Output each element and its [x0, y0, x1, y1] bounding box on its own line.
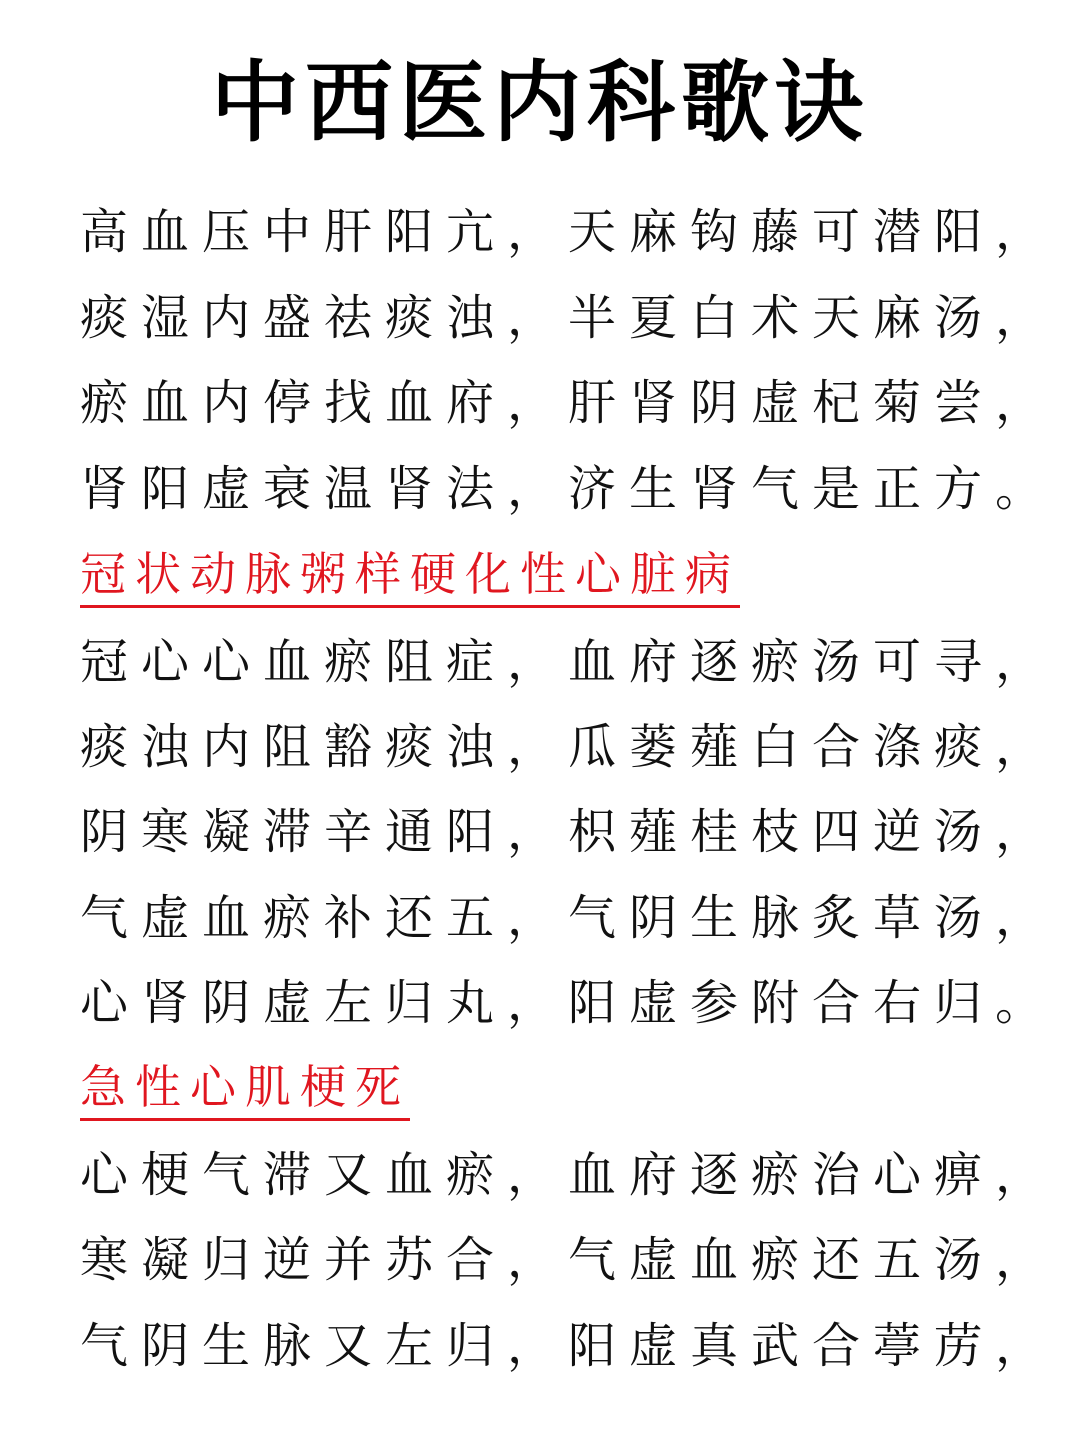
verse-line: 阴寒凝滞辛通阳，枳薤桂枝四逆汤， [80, 804, 1057, 860]
verse-line: 心梗气滞又血瘀，血府逐瘀治心痹， [80, 1147, 1057, 1203]
verse-line: 肾阳虚衰温肾法，济生肾气是正方。 [80, 461, 1057, 517]
verse-line: 心肾阴虚左归丸，阳虚参附合右归。 [80, 975, 1057, 1031]
verse-line: 气虚血瘀补还五，气阴生脉炙草汤， [80, 890, 1057, 946]
section-heading-coronary: 冠状动脉粥样硬化性心脏病 [80, 545, 740, 608]
page-title: 中西医内科歌诀 [210, 51, 869, 154]
section-heading-acute-mi: 急性心肌梗死 [80, 1058, 410, 1121]
verse-line: 高血压中肝阳亢，天麻钩藤可潜阳， [80, 204, 1057, 260]
verse-line: 痰浊内阻豁痰浊，瓜蒌薤白合涤痰， [80, 719, 1057, 775]
verse-line: 瘀血内停找血府，肝肾阴虚杞菊尝， [80, 375, 1057, 431]
verse-line: 气阴生脉又左归，阳虚真武合葶苈， [80, 1318, 1057, 1374]
verse-line: 冠心心血瘀阻症，血府逐瘀汤可寻， [80, 634, 1057, 690]
verse-line: 痰湿内盛祛痰浊，半夏白术天麻汤， [80, 290, 1057, 346]
verse-line: 寒凝归逆并苏合，气虚血瘀还五汤， [80, 1232, 1057, 1288]
